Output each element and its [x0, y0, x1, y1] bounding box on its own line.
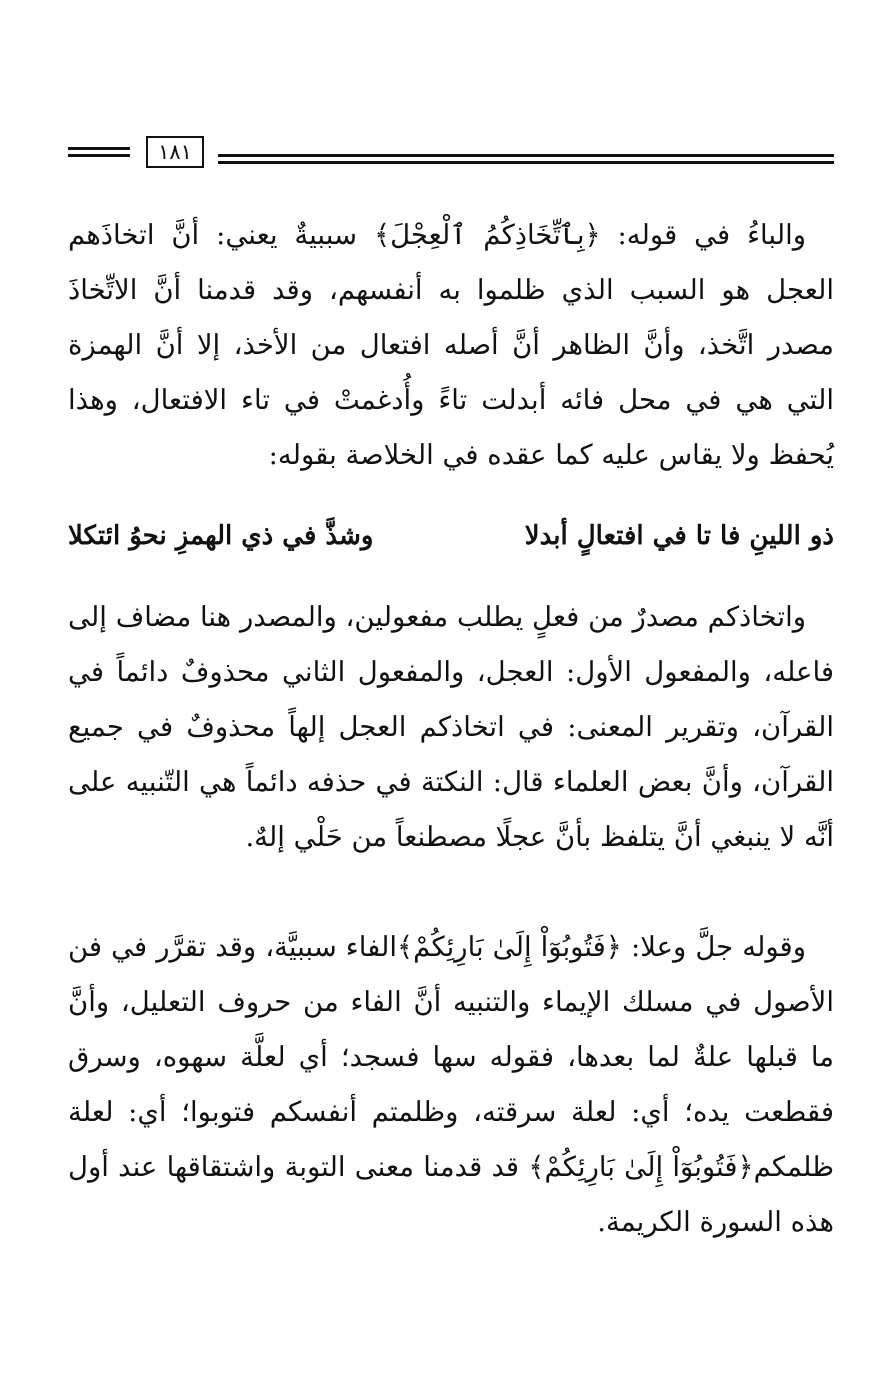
verse-second-hemistich: وشذَّ في ذي الهمزِ نحوُ ائتكلا	[68, 521, 374, 551]
header-rule-long-bottom	[218, 161, 834, 164]
paragraph-3-text: وقوله جلَّ وعلا: ﴿فَتُوبُوٓاْ إِلَىٰ بَارِئِكُمْ﴾الفاء سببيَّة، وقد تقرَّر في فن الأصول في مسلك الإيماء والتنبيه أنَّ الفاء من حروف التعليل، وأنَّ ما قبلها علةٌ لما بعدها، فقوله سها فسجد؛ أي لعلَّة سهوه، وسرق فقطعت يده؛ أي: لعلة سرقته، وظلمتم أنفسكم فتوبوا؛ أي: لعلة ظلمكم﴿فَتُوبُوٓاْ إِلَىٰ بَارِئِكُمْ﴾ قد قدمنا معنى التوبة واشتقاقها عند أول هذه السورة الكريمة.	[68, 931, 834, 1238]
header-rule-short-bottom	[68, 154, 130, 157]
paragraph-1	[68, 208, 834, 483]
header-rule-long-top	[218, 154, 834, 157]
paragraph-3	[68, 920, 834, 1250]
paragraph-2	[68, 590, 834, 865]
page-number: ١٨١	[158, 140, 192, 164]
page-header	[68, 136, 834, 174]
page-number-box	[146, 136, 204, 168]
header-rule-short-top	[68, 147, 130, 150]
poetry-verse	[68, 508, 834, 564]
paragraph-1-text: والباءُ في قوله: ﴿بِٱتِّخَاذِكُمُ ٱلْعِجْلَ﴾ سببيةٌ يعني: أنَّ اتخاذَهم العجل هو السبب الذي ظلموا به أنفسهم، وقد قدمنا أنَّ الاتِّخاذَ مصدر اتَّخذ، وأنَّ الظاهر أنَّ أصله افتعال من الأخذ، إلا أنَّ الهمزة التي هي في محل فائه أبدلت تاءً وأُدغمتْ في تاء الافتعال، وهذا يُحفظ ولا يقاس عليه كما عقده في الخلاصة بقوله:	[68, 219, 834, 471]
verse-first-hemistich: ذو اللينِ فا تا في افتعالٍ أبدلا	[524, 521, 834, 551]
paragraph-2-text: واتخاذكم مصدرٌ من فعلٍ يطلب مفعولين، والمصدر هنا مضاف إلى فاعله، والمفعول الأول: العجل، والمفعول الثاني محذوفٌ دائماً في القرآن، وتقرير المعنى: في اتخاذكم العجل إلهاً محذوفٌ في جميع القرآن، وأنَّ بعض العلماء قال: النكتة في حذفه دائماً هي التّنبيه على أنَّه لا ينبغي أنَّ يتلفظ بأنَّ عجلًا مصطنعاً من حَلْي إلهٌ.	[68, 601, 834, 853]
